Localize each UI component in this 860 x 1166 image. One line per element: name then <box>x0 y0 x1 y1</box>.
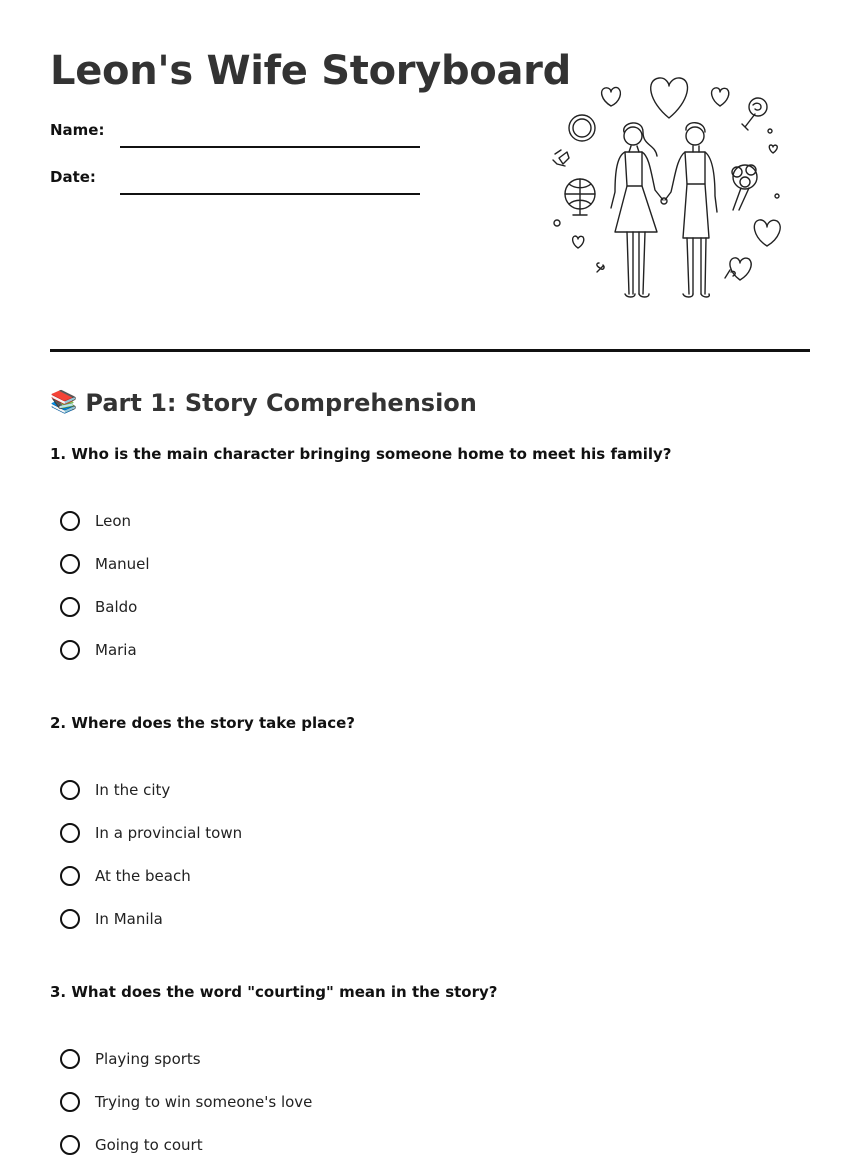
heart-icon <box>602 87 621 106</box>
option-label: In the city <box>95 780 171 799</box>
radio-button[interactable] <box>60 554 80 574</box>
flower-icon <box>597 263 604 272</box>
option-label: At the beach <box>95 866 191 885</box>
option-label: In Manila <box>95 909 163 928</box>
question-3 <box>50 981 810 1154</box>
couple-with-hearts-illustration <box>545 72 785 304</box>
section-heading <box>50 386 477 420</box>
rose-icon <box>749 98 767 116</box>
heart-icon <box>573 236 584 248</box>
radio-button[interactable] <box>60 1049 80 1069</box>
answer-option[interactable] <box>60 768 242 811</box>
answer-option[interactable] <box>60 585 150 628</box>
section-title: Part 1: Story Comprehension <box>85 389 477 417</box>
radio-button[interactable] <box>60 511 80 531</box>
question-text: 2. Where does the story take place? <box>50 714 355 732</box>
radio-button[interactable] <box>60 1092 80 1112</box>
answer-option[interactable] <box>60 499 150 542</box>
date-line[interactable] <box>120 193 420 195</box>
date-label: Date: <box>50 168 96 186</box>
radio-button[interactable] <box>60 597 80 617</box>
options-list <box>60 1037 312 1166</box>
option-label: In a provincial town <box>95 823 243 842</box>
date-field[interactable] <box>50 168 430 198</box>
answer-option[interactable] <box>60 811 242 854</box>
option-label: Going to court <box>95 1135 203 1154</box>
question-text: 3. What does the word "courting" mean in the story? <box>50 983 498 1001</box>
option-label: Trying to win someone's love <box>95 1092 313 1111</box>
radio-button[interactable] <box>60 909 80 929</box>
radio-button[interactable] <box>60 1135 80 1155</box>
woman-figure-left <box>611 123 663 297</box>
name-label: Name: <box>50 121 105 139</box>
page-title: Leon's Wife Storyboard <box>50 48 571 94</box>
radio-button[interactable] <box>60 866 80 886</box>
name-line[interactable] <box>120 146 420 148</box>
answer-option[interactable] <box>60 1037 312 1080</box>
answer-option[interactable] <box>60 628 150 671</box>
answer-option[interactable] <box>60 854 242 897</box>
books-icon: 📚 <box>50 390 78 415</box>
option-label: Leon <box>95 511 132 530</box>
question-text: 1. Who is the main character bringing someone home to meet his family? <box>50 445 672 463</box>
heart-icon <box>651 78 688 118</box>
radio-button[interactable] <box>60 640 80 660</box>
question-2 <box>50 712 810 928</box>
name-field[interactable] <box>50 121 430 151</box>
woman-figure-right <box>665 123 717 297</box>
heart-icon <box>712 88 729 106</box>
heart-icon <box>754 220 780 246</box>
broken-heart-icon <box>559 152 569 164</box>
option-label: Baldo <box>95 597 138 616</box>
answer-option[interactable] <box>60 542 150 585</box>
radio-button[interactable] <box>60 780 80 800</box>
option-label: Maria <box>95 640 137 659</box>
answer-option[interactable] <box>60 1080 312 1123</box>
header-divider <box>50 349 810 352</box>
option-label: Manuel <box>95 554 150 573</box>
options-list <box>60 499 150 671</box>
radio-button[interactable] <box>60 823 80 843</box>
question-1 <box>50 443 810 659</box>
heart-icon <box>769 145 777 153</box>
answer-option[interactable] <box>60 897 242 940</box>
option-label: Playing sports <box>95 1049 201 1068</box>
answer-option[interactable] <box>60 1123 312 1166</box>
options-list <box>60 768 242 940</box>
